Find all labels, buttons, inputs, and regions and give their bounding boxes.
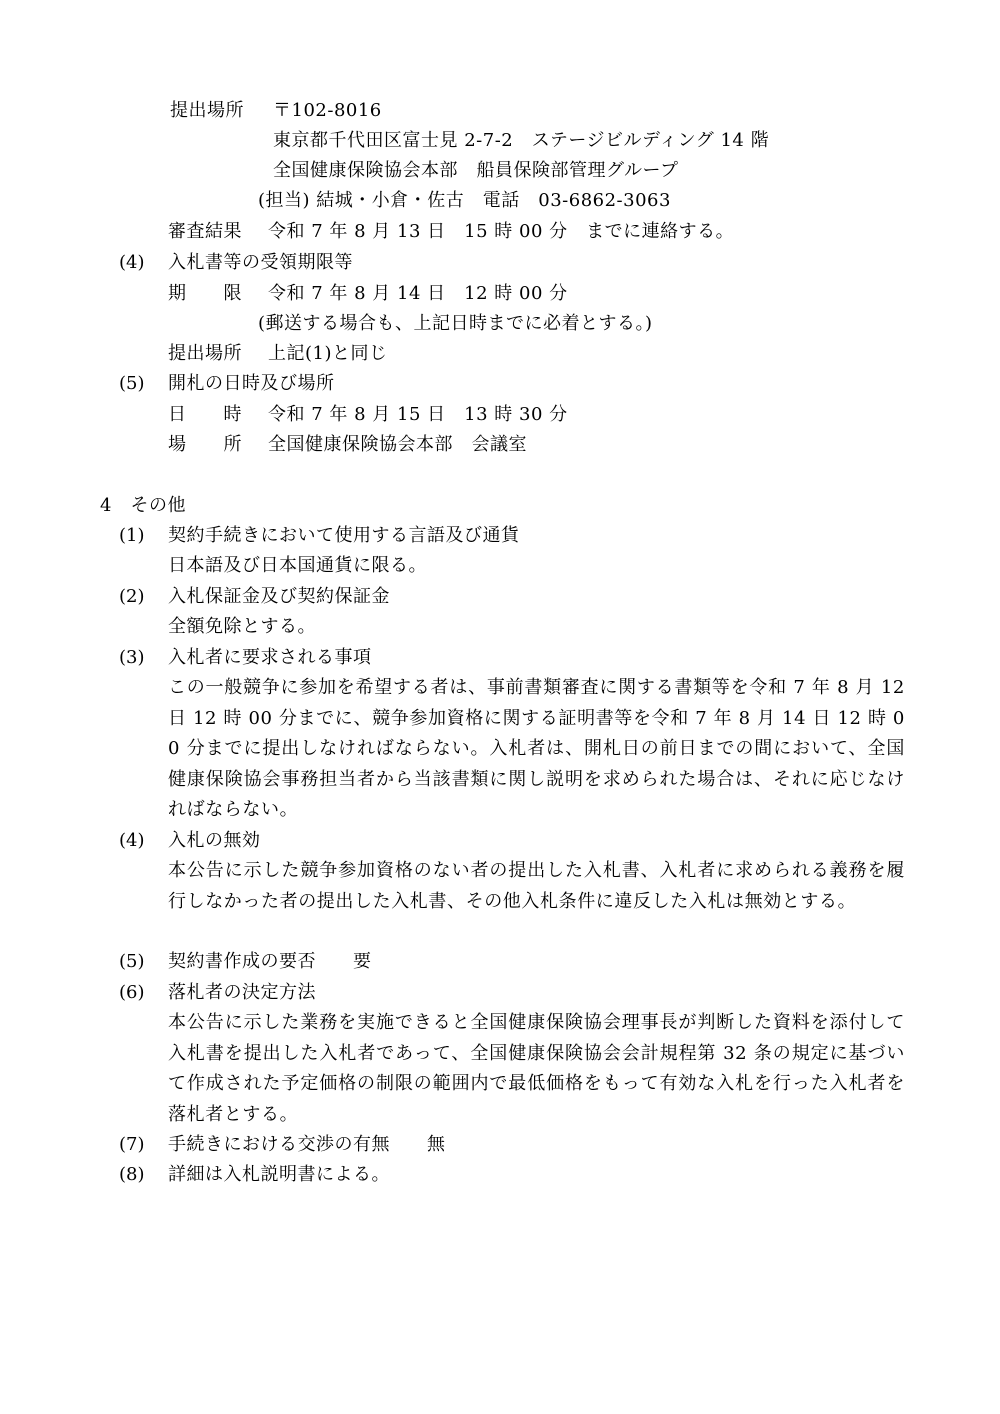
item-title: 開札の日時及び場所: [168, 373, 335, 394]
deadline-text: 令和 7 年 8 月 14 日 12 時 00 分: [268, 283, 568, 304]
item-number: (1): [119, 525, 145, 546]
location-text: 全国健康保険協会本部 会議室: [268, 434, 527, 455]
item-number: (8): [119, 1164, 145, 1185]
item-title: 詳細は入札説明書による。: [168, 1164, 390, 1185]
submit-place-label: 提出場所: [168, 343, 242, 364]
item-number: (4): [119, 252, 145, 273]
item-title: 入札者に要求される事項: [168, 647, 372, 668]
contact-line: (担当) 結城・小倉・佐古 電話 03-6862-3063: [258, 190, 671, 211]
section-heading: 4 その他: [100, 495, 186, 516]
item-title: 入札保証金及び契約保証金: [168, 586, 390, 607]
item-title: 入札書等の受領期限等: [168, 252, 353, 273]
item-title: 契約手続きにおいて使用する言語及び通貨: [168, 525, 520, 546]
address-line: 東京都千代田区富士見 2-7-2 ステージビルディング 14 階: [273, 130, 770, 151]
item-title: 入札の無効: [168, 830, 261, 851]
item-body: 本公告に示した競争参加資格のない者の提出した入札書、入札者に求められる義務を履行しなかった者の提出した入札書、その他入札条件に違反した入札は無効とする。: [168, 860, 905, 912]
item-title: 手続きにおける交渉の有無 無: [168, 1134, 446, 1155]
datetime-text: 令和 7 年 8 月 15 日 13 時 30 分: [268, 404, 568, 425]
item-number: (6): [119, 982, 145, 1003]
item-number: (5): [119, 373, 145, 394]
item-number: (4): [119, 830, 145, 851]
deadline-label: 期 限: [168, 283, 242, 304]
submit-place-label: 提出場所: [170, 100, 244, 121]
item-title: 契約書作成の要否 要: [168, 951, 372, 972]
item-number: (7): [119, 1134, 145, 1155]
submit-place-text: 上記(1)と同じ: [268, 343, 388, 364]
postal-code: 〒102-8016: [273, 100, 382, 121]
item-number: (2): [119, 586, 145, 607]
datetime-label: 日 時: [168, 404, 242, 425]
item-body: この一般競争に参加を希望する者は、事前書類審査に関する書類等を令和 7 年 8 月 12 日 12 時 00 分までに、競争参加資格に関する証明書等を令和 7 年 8 月 14 日 12 時 00 分までに提出しなければならない。入札者は、開札日の前日までの間において、全国健康保険協会事務担当者から当該書類に関し説明を求められた場合は、それに応じなければならない。: [168, 677, 905, 820]
item-body: 本公告に示した業務を実施できると全国健康保険協会理事長が判断した資料を添付して入札書を提出した入札者であって、全国健康保険協会会計規程第 32 条の規定に基づいて作成された予定価格の制限の範囲内で最低価格をもって有効な入札を行った入札者を落札者とする。: [168, 1012, 905, 1125]
item-number: (5): [119, 951, 145, 972]
item-title: 落札者の決定方法: [168, 982, 316, 1003]
item-body: 日本語及び日本国通貨に限る。: [168, 555, 427, 576]
item-body: 全額免除とする。: [168, 616, 316, 637]
organization-line: 全国健康保険協会本部 船員保険部管理グループ: [273, 160, 679, 181]
review-label: 審査結果: [168, 221, 242, 242]
review-text: 令和 7 年 8 月 13 日 15 時 00 分 までに連絡する。: [268, 221, 735, 242]
deadline-note: (郵送する場合も、上記日時までに必着とする。): [258, 313, 653, 334]
item-number: (3): [119, 647, 145, 668]
location-label: 場 所: [168, 434, 242, 455]
